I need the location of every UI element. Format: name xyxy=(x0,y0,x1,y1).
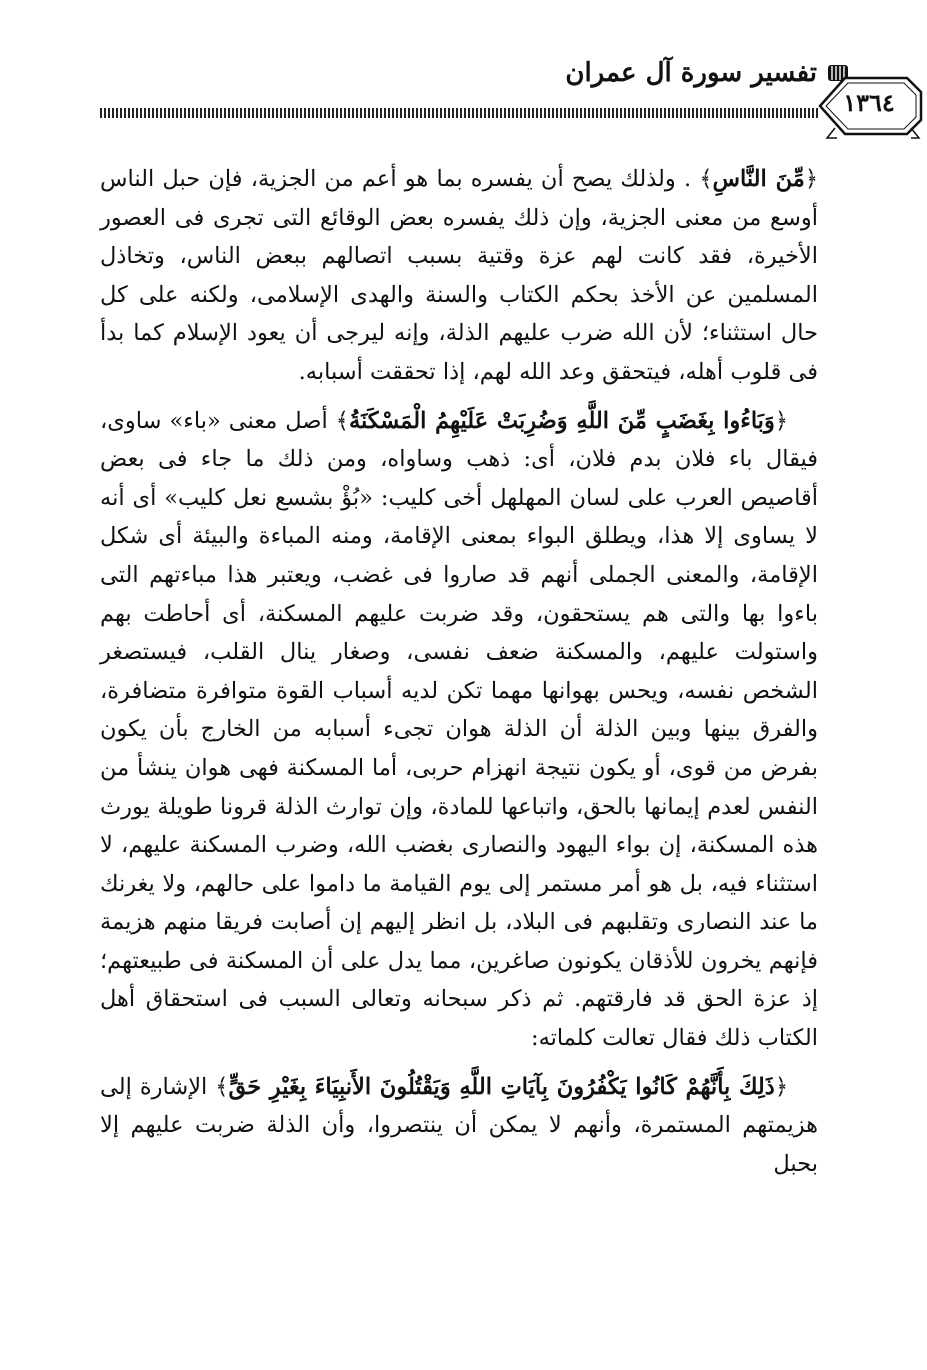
quran-verse-2: وَبَاءُوا بِغَضَبٍ مِّنَ اللَّهِ وَضُرِبَتْ عَلَيْهِمُ الْمَسْكَنَةُ xyxy=(348,407,775,434)
quran-bracket-close: ﴾ xyxy=(335,407,349,434)
quran-bracket-close: ﴾ xyxy=(215,1073,229,1100)
paragraph-3 xyxy=(100,1068,818,1184)
quran-verse-1: مِّنَ النَّاسِ xyxy=(712,166,805,192)
paragraph-2-text: أصل معنى «باء» ساوى، فيقال باء فلان بدم فلان، أى: ذهب وساواه، ومن ذلك ما جاء فى بعض أقاصيص العرب على لسان المهلهل أخى كليب: «بُؤْ بشسع نعل كليب» أى أنه لا يساوى إلا هذا، ويطلق البواء بمعنى الإقامة، ومنه المباءة والبيئة أى شكل الإقامة، والمعنى الجملى أنهم قد صاروا فى غضب، ويعتبر هذا مباءتهم التى باءوا بها والتى هم يستحقون، وقد ضربت عليهم المسكنة، أى أحاطت بهم واستولت عليهم، والمسكنة ضعف نفسى، وصغار ينال القلب، فيستصغر الشخص نفسه، ويحس بهوانها مهما تكن لديه أسباب القوة متوافرة متضافرة، والفرق بينها وبين الذلة أن الذلة هوان تجىء أسبابه من الخارج بأن يكون بفرض من قوى، أو يكون نتيجة انهزام حربى، أما المسكنة فهى هوان ينشأ من النفس لعدم إيمانها بالحق، واتباعها للمادة، وإن توارث الذلة قرونا طويلة يورث هذه المسكنة، إن بواء اليهود والنصارى بغضب الله، وضرب المسكنة عليهم، لا استثناء فيه، بل هو أمر مستمر إلى يوم القيامة ما داموا على حالهم، ولا يغرنك ما عند النصارى وتقلبهم فى البلاد، بل انظر إليهم إن أصابت فريقا منهم هزيمة فإنهم يخرون للأذقان يكونون صاغرين، مما يدل على أن المسكنة فى طبيعتهم؛ إذ عزة الحق قد فارقتهم. ثم ذكر سبحانه وتعالى السبب فى استحقاق أهل الكتاب ذلك فقال تعالت كلماته: xyxy=(100,407,818,1052)
header-rule xyxy=(100,108,820,118)
quran-bracket-close: ﴾ xyxy=(699,166,713,192)
paragraph-2 xyxy=(100,402,818,1058)
paragraph-3-text: الإشارة إلى هزيمتهم المستمرة، وأنهم لا يمكن أن ينتصروا، وأن الذلة ضربت عليهم إلا بحبل xyxy=(100,1073,818,1177)
page-header xyxy=(0,0,927,150)
quran-bracket-open: ﴿ xyxy=(774,407,788,434)
quran-verse-3: ذَلِكَ بِأَنَّهُمْ كَانُوا يَكْفُرُونَ بِآيَاتِ اللَّهِ وَيَقْتُلُونَ الأَنبِيَاءَ بِغَيْرِ حَقٍّ xyxy=(228,1073,775,1100)
commentary-body xyxy=(100,160,818,1360)
paragraph-1-text: . ولذلك يصح أن يفسره بما هو أعم من الجزية، فإن حبل الناس أوسع من معنى الجزية، وإن ذلك يفسره بعض الوقائع التى تجرى فى العصور الأخيرة، فقد كانت لهم عزة وقتية بسبب اتصالهم ببعض الناس، وتخاذل المسلمين عن الأخذ بحكم الكتاب والسنة والهدى الإسلامى، ولكنه على كل حال استثناء؛ لأن الله ضرب عليهم الذلة، وإنه ليرجى أن يعود الإسلام كما بدأ فى قلوب أهله، فيتحقق وعد الله لهم، إذا تحققت أسبابه. xyxy=(100,166,818,385)
page-number: ١٣٦٤ xyxy=(843,88,895,117)
quran-bracket-open: ﴿ xyxy=(774,1073,788,1100)
paragraph-1 xyxy=(100,160,818,392)
running-title: تفسير سورة آل عمران xyxy=(565,58,817,88)
quran-bracket-open: ﴿ xyxy=(804,166,819,192)
